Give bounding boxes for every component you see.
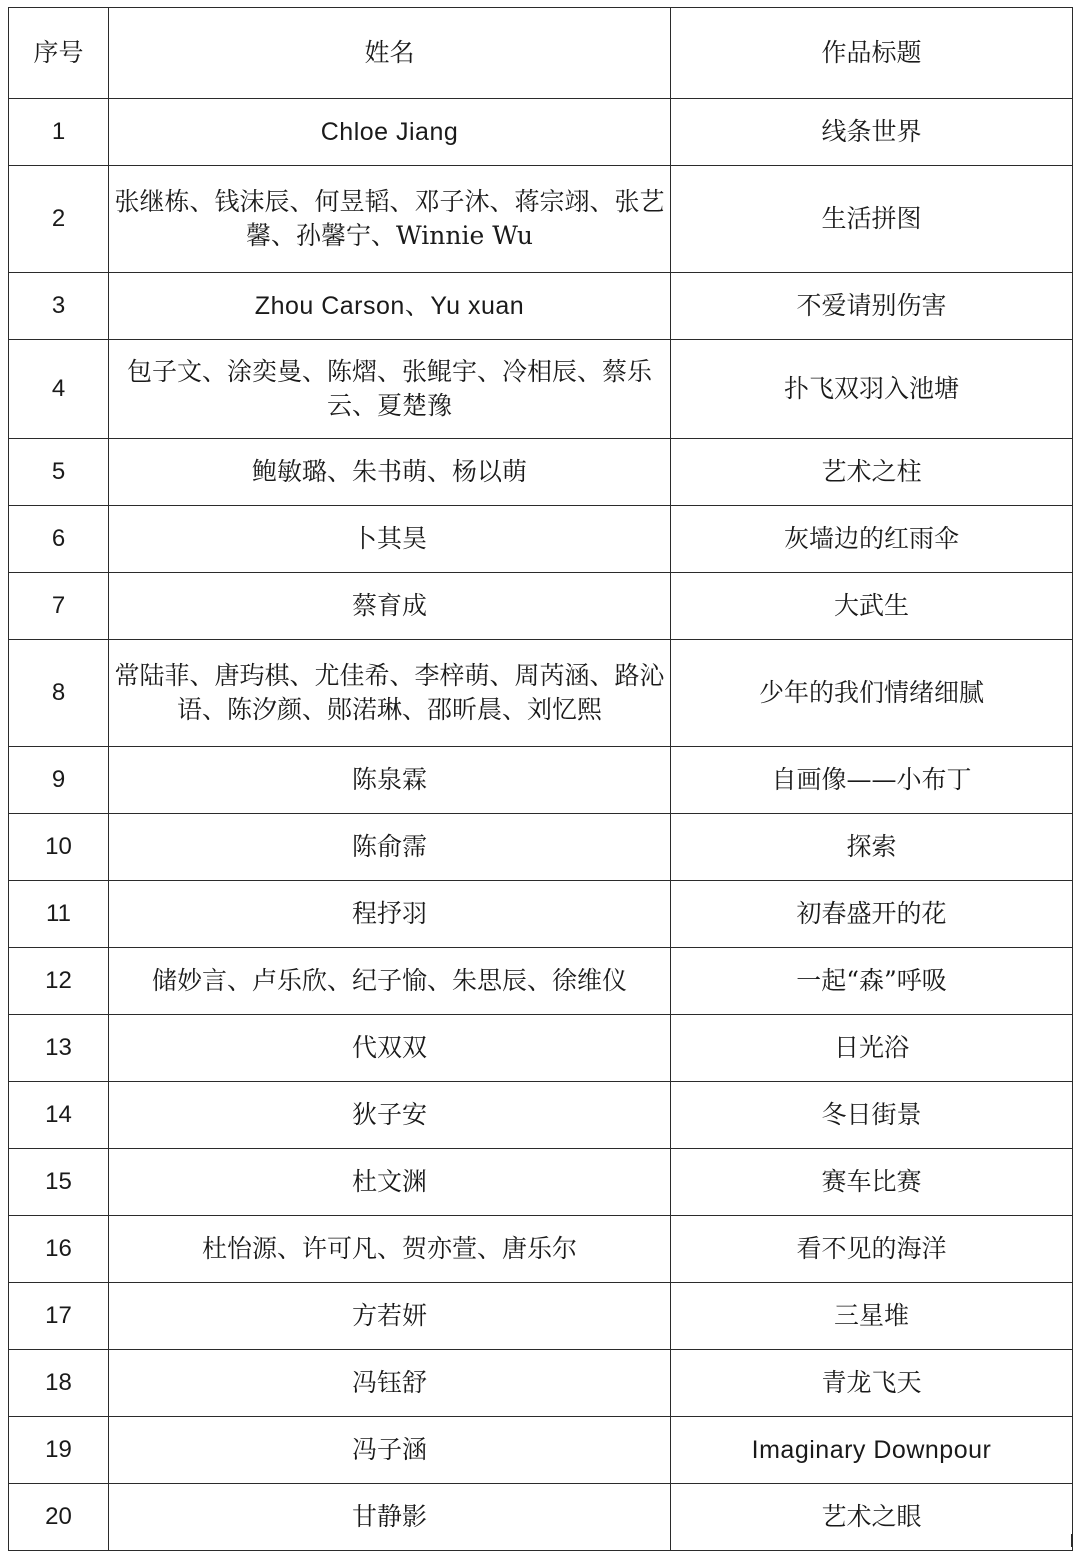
cell-title: 初春盛开的花: [671, 881, 1073, 948]
header-no: 序号: [9, 8, 109, 99]
header-name: 姓名: [109, 8, 671, 99]
cell-title: 自画像——小布丁: [671, 747, 1073, 814]
cell-name: 方若妍: [109, 1283, 671, 1350]
cell-no: 20: [9, 1484, 109, 1551]
continuation-line: [8, 1534, 9, 1547]
header-title: 作品标题: [671, 8, 1073, 99]
table-row: [9, 1417, 1073, 1484]
cell-no: 16: [9, 1216, 109, 1283]
cell-name: Chloe Jiang: [109, 99, 671, 166]
cell-title: 艺术之眼: [671, 1484, 1073, 1551]
cell-title: 不爱请别伤害: [671, 273, 1073, 340]
cell-no: 4: [9, 340, 109, 439]
cell-title: 赛车比赛: [671, 1149, 1073, 1216]
cell-name: 杜文渊: [109, 1149, 671, 1216]
cell-title: Imaginary Downpour: [671, 1417, 1073, 1484]
table-row: [9, 273, 1073, 340]
cell-title: 看不见的海洋: [671, 1216, 1073, 1283]
cell-name: 鲍敏璐、朱书萌、杨以萌: [109, 439, 671, 506]
cell-title: 青龙飞天: [671, 1350, 1073, 1417]
cell-name: 张继栋、钱沫辰、何昱韬、邓子沐、蒋宗翊、张艺馨、孙馨宁、Winnie Wu: [109, 166, 671, 273]
cell-name: 冯钰舒: [109, 1350, 671, 1417]
table-row: [9, 1216, 1073, 1283]
cell-no: 19: [9, 1417, 109, 1484]
cell-no: 10: [9, 814, 109, 881]
table-row: [9, 439, 1073, 506]
table-row: [9, 814, 1073, 881]
continuation-line: [108, 1534, 109, 1547]
cell-no: 2: [9, 166, 109, 273]
cell-title: 扑飞双羽入池塘: [671, 340, 1073, 439]
cell-no: 1: [9, 99, 109, 166]
table-row: [9, 1015, 1073, 1082]
cell-no: 6: [9, 506, 109, 573]
cell-name: 狄子安: [109, 1082, 671, 1149]
table-row: [9, 1149, 1073, 1216]
cell-title: 冬日街景: [671, 1082, 1073, 1149]
table-row: [9, 166, 1073, 273]
cell-name: 程抒羽: [109, 881, 671, 948]
cell-no: 18: [9, 1350, 109, 1417]
table-row: [9, 948, 1073, 1015]
cell-name: 卜其昊: [109, 506, 671, 573]
cell-no: 7: [9, 573, 109, 640]
cell-title: 少年的我们情绪细腻: [671, 640, 1073, 747]
table-row: [9, 640, 1073, 747]
cell-title: 探索: [671, 814, 1073, 881]
cell-no: 13: [9, 1015, 109, 1082]
cell-no: 12: [9, 948, 109, 1015]
continuation-line: [1071, 1534, 1072, 1547]
cell-name: 常陆菲、唐玙棋、尤佳希、李梓萌、周芮涵、路沁语、陈汐颜、郧渃琳、邵昕晨、刘忆熙: [109, 640, 671, 747]
cell-name: Zhou Carson、Yu xuan: [109, 273, 671, 340]
table-row: [9, 1082, 1073, 1149]
cell-title: 一起“森”呼吸: [671, 948, 1073, 1015]
cell-name: 包子文、涂奕曼、陈熠、张鲲宇、冷相辰、蔡乐云、夏楚豫: [109, 340, 671, 439]
table-header-row: [9, 8, 1073, 99]
cell-name: 陈泉霖: [109, 747, 671, 814]
cell-title: 灰墙边的红雨伞: [671, 506, 1073, 573]
table-row: [9, 1283, 1073, 1350]
table-continuation: [0, 1534, 1080, 1547]
cell-name: 冯子涵: [109, 1417, 671, 1484]
cell-no: 11: [9, 881, 109, 948]
cell-title: 三星堆: [671, 1283, 1073, 1350]
table-row: [9, 747, 1073, 814]
cell-title: 线条世界: [671, 99, 1073, 166]
table-row: [9, 340, 1073, 439]
cell-no: 17: [9, 1283, 109, 1350]
table-row: [9, 881, 1073, 948]
table-row: [9, 99, 1073, 166]
entries-table-container: [8, 7, 1072, 1551]
cell-title: 艺术之柱: [671, 439, 1073, 506]
cell-no: 5: [9, 439, 109, 506]
cell-title: 大武生: [671, 573, 1073, 640]
cell-name: 储妙言、卢乐欣、纪子愉、朱思辰、徐维仪: [109, 948, 671, 1015]
cell-name: 陈俞霈: [109, 814, 671, 881]
table-row: [9, 1350, 1073, 1417]
cell-no: 8: [9, 640, 109, 747]
cell-title: 日光浴: [671, 1015, 1073, 1082]
cell-no: 3: [9, 273, 109, 340]
table-row: [9, 506, 1073, 573]
cell-title: 生活拼图: [671, 166, 1073, 273]
table-row: [9, 573, 1073, 640]
continuation-line: [670, 1534, 671, 1547]
cell-name: 杜怡源、许可凡、贺亦萱、唐乐尔: [109, 1216, 671, 1283]
entries-table: [8, 7, 1073, 1551]
cell-name: 甘静影: [109, 1484, 671, 1551]
cell-no: 15: [9, 1149, 109, 1216]
cell-name: 代双双: [109, 1015, 671, 1082]
cell-no: 14: [9, 1082, 109, 1149]
cell-no: 9: [9, 747, 109, 814]
cell-name: 蔡育成: [109, 573, 671, 640]
